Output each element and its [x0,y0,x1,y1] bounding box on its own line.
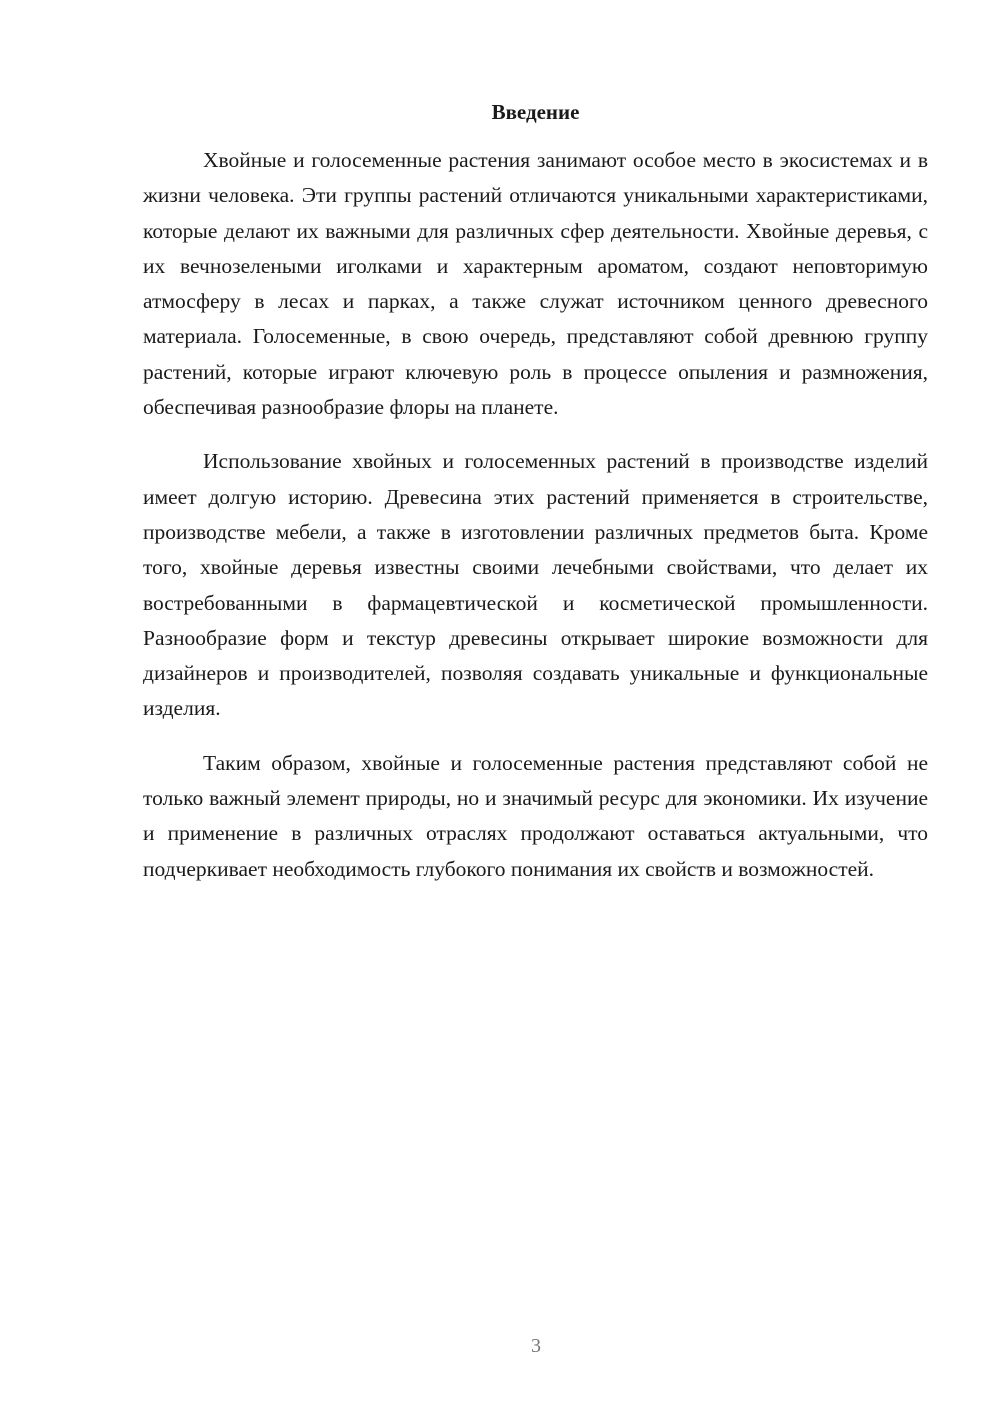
body-text [143,143,928,906]
page-number: 3 [531,1335,541,1357]
paragraph-2: Использование хвойных и голосеменных растений в производстве изделий имеет долгую историю. Древесина этих растений применяется в строительстве, производстве мебели, а также в изготовлении различных предметов быта. Кроме того, хвойные деревья известны своими лечебными свойствами, что делает их востребованными в фармацевтической и косметической промышленности. Разнообразие форм и текстур древесины открывает широкие возможности для дизайнеров и производителей, позволяя создавать уникальные и функциональные изделия. [143,449,928,721]
paragraph-3: Таким образом, хвойные и голосеменные растения представляют собой не только важный элемент природы, но и значимый ресурс для экономики. Их изучение и применение в различных отраслях продолжают оставаться актуальными, что подчеркивает необходимость глубокого понимания их свойств и возможностей. [143,750,928,881]
paragraph-1: Хвойные и голосеменные растения занимают особое место в экосистемах и в жизни человека. Эти группы растений отличаются уникальными характеристиками, которые делают их важными для различных сфер деятельности. Хвойные деревья, с их вечнозелеными иголками и характерным ароматом, создают неповторимую атмосферу в лесах и парках, а также служат источником ценного древесного материала. Голосеменные, в свою очередь, представляют собой древнюю группу растений, которые играют ключевую роль в процессе опыления и размножения, обеспечивая разнообразие флоры на планете. [143,148,928,420]
page-heading: Введение [491,100,580,124]
